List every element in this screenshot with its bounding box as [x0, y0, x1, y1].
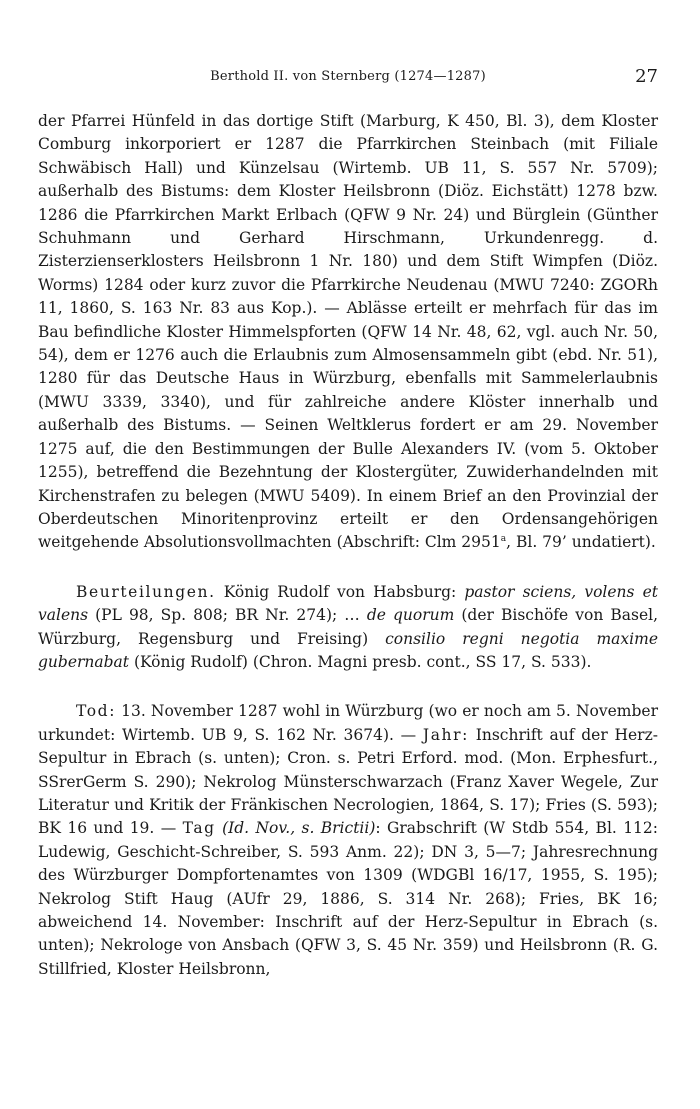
paragraph-text: (der Bischöfe von Basel, Würzburg, Regensburg und Freising) [38, 606, 658, 648]
section-heading-assessments: Beurteilungen. [76, 582, 216, 601]
section-heading-death: Tod: [76, 702, 117, 721]
paragraph-text: (PL 98, Sp. 808; BR Nr. 274); … [88, 606, 367, 625]
paragraph-text: (König Rudolf) (Chron. Magni presb. cont., SS 17, S. 533). [129, 652, 592, 671]
paragraph-death [38, 700, 658, 981]
paragraph-text: der Pfarrei Hünfeld in das dortige Stift (Marburg, K 450, Bl. 3), dem Kloster Comburg inkorporiert er 1287 die Pfarrkirchen Steinbach (mit Filiale Schwäbisch Hall) und Künzelsau (Wirtemb. UB 11, S. 557 Nr. 5709); außerhalb des Bistums: dem Kloster Heilsbronn (Diöz. Eichstätt) 1278 bzw. 1286 die Pfarrkirchen Markt Erlbach (QFW 9 Nr. 24) und Bürglein (Günther Schuhmann und Gerhard Hirschmann, Urkundenregg. d. Zisterzienserklosters Heilsbronn 1 Nr. 180) und dem Stift Wimpfen (Diöz. Worms) 1284 oder kurz zuvor die Pfarrkirche Neudenau (MWU 7240: ZGORh 11, 1860, S. 163 Nr. 83 aus Kop.). — Ablässe erteilt er mehrfach für das im Bau befindliche Kloster Himmelspforten (QFW 14 Nr. 48, 62, vgl. auch Nr. 50, 54), dem er 1276 auch die Erlaubnis zum Almosensammeln gibt (ebd. Nr. 51), 1280 für das Deutsche Haus in Würzburg, ebenfalls mit Sammelerlaubnis (MWU 3339, 3340), und für zahlreiche andere Klöster innerhalb und außerhalb des Bistums. — Seinen Weltklerus fordert er am 29. November 1275 auf, die den Bestimmungen der Bulle Alexanders IV. (vom 5. Oktober 1255), betreffend die Bezehntung der Klostergüter, Zuwiderhandelnden mit Kirchenstrafen zu belegen (MWU 5409). In einem Brief an den Provinzial der Oberdeutschen Minoritenprovinz erteilt er den Ordensangehörigen weitgehende Absolutionsvollmachten (Abschrift: Clm 2951 [38, 112, 658, 552]
latin-quote: de quorum [366, 606, 455, 625]
running-title: Berthold II. von Sternberg (1274—1287) [210, 69, 486, 84]
latin-quote: pastor sciens, volens et valens [38, 582, 658, 625]
latin-date: (Id. Nov., s. Brictii) [222, 819, 376, 838]
paragraph-text: Inschrift auf der Herz-Sepultur in Ebrach (s. unten); Cron. s. Petri Erford. mod. (Mon. Erphesfurt., SSrerGerm S. 290); Nekrolog Münsterschwarzach (Franz Xaver Wegele, Zur Literatur und Kritik der Fränkischen Necrologien, 1864, S. 17); Fries (S. 593); BK 16 und 19. — [38, 725, 658, 838]
paragraph-text: 13. November 1287 wohl in Würzburg (wo er noch am 5. November urkundet: Wirtemb. UB 9, S. 162 Nr. 3674). — [38, 702, 658, 744]
superscript-a: a [500, 534, 507, 545]
subheading-day: Tag [182, 819, 216, 838]
paragraph-incorporations [38, 110, 658, 555]
subheading-year: Jahr: [422, 725, 469, 744]
paragraph-text: , Bl. 79’ undatiert). [506, 533, 656, 552]
paragraph-assessments [38, 581, 658, 675]
body-text [38, 110, 658, 981]
paragraph-text: König Rudolf von Habsburg: [215, 582, 465, 601]
paragraph-text: : Grabschrift (W Stdb 554, Bl. 112: Ludewig, Geschicht-Schreiber, S. 593 Anm. 22); DN 3, 5—7; Jahresrechnung des Würzburger Dompfortenamtes von 1309 (WDGBl 16/17, 1955, S. 195); Nekrolog Stift Haug (AUfr 29, 1886, S. 314 Nr. 268); Fries, BK 16; abweichend 14. November: Inschrift auf der Herz-Sepultur in Ebrach (s. unten); Nekrologe von Ansbach (QFW 3, S. 45 Nr. 359) und Heilsbronn (R. G. Stillfried, Kloster Heilsbronn, [38, 819, 658, 978]
running-head [38, 66, 658, 88]
latin-quote: consilio regni negotia maxime gubernabat [38, 629, 658, 671]
page-number: 27 [635, 66, 658, 87]
